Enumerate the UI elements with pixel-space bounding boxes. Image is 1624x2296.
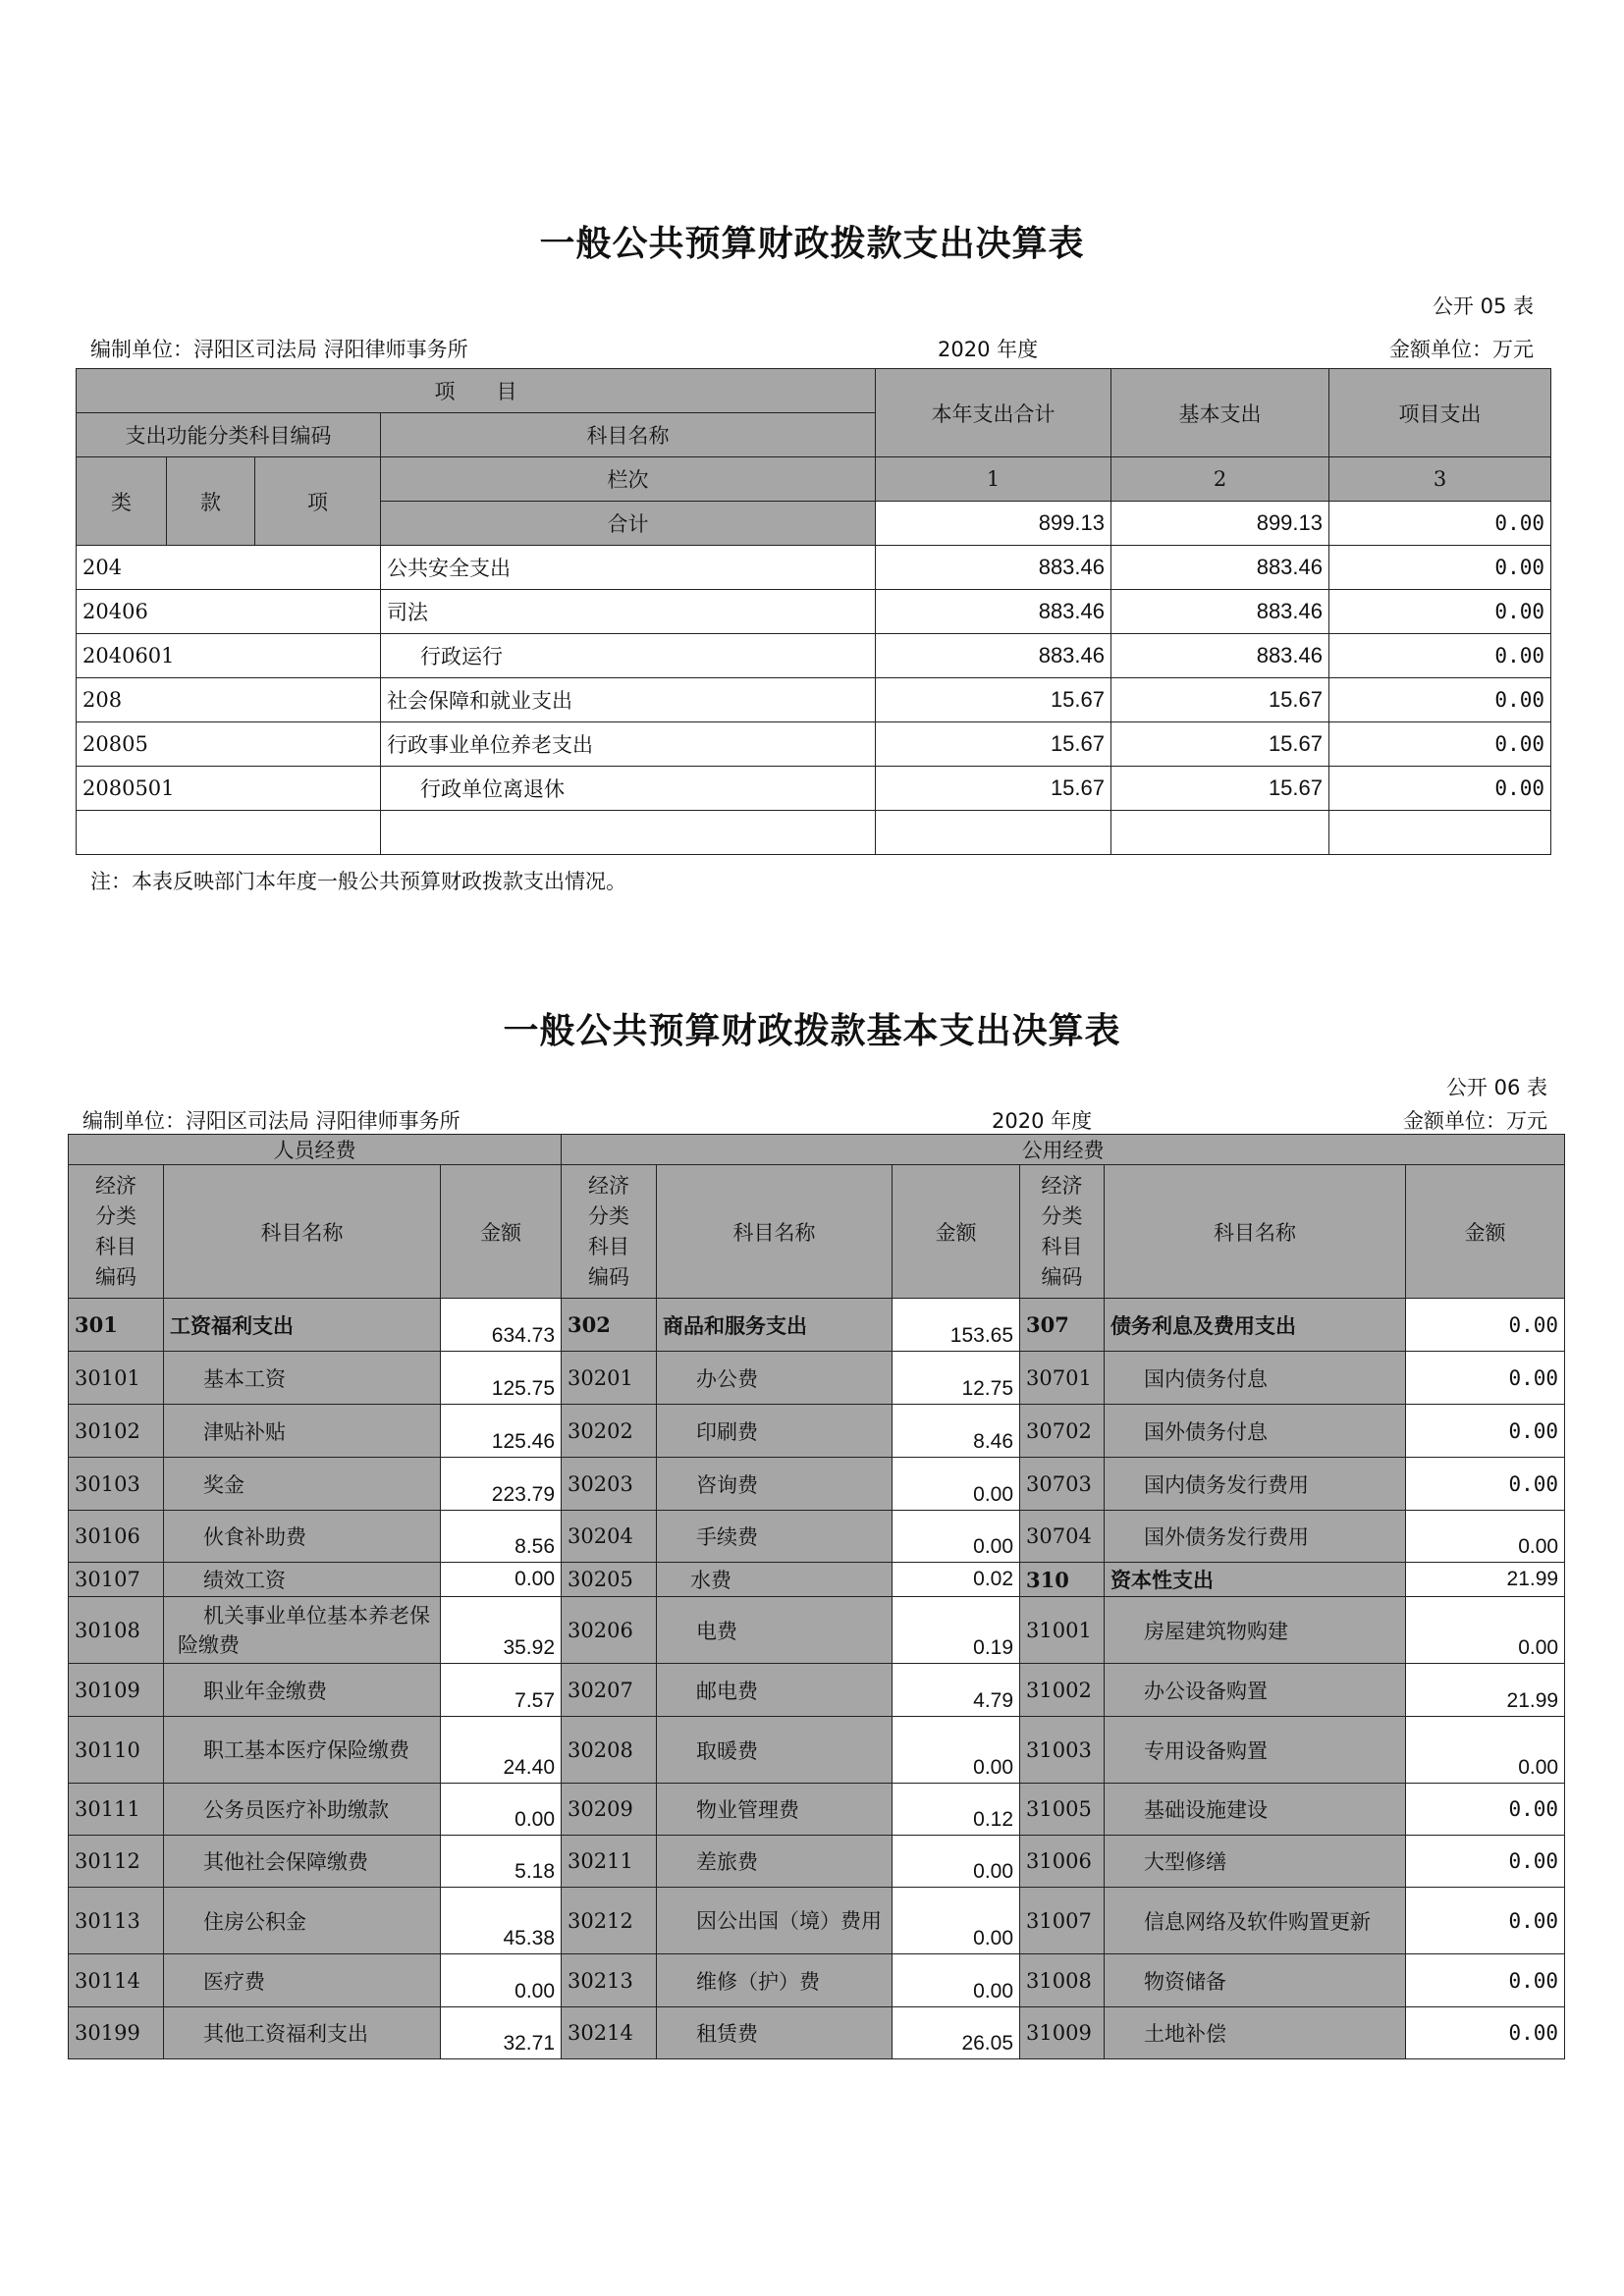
row-total: 883.46 bbox=[876, 590, 1111, 634]
code: 310 bbox=[1020, 1563, 1105, 1597]
table-row bbox=[69, 1597, 1565, 1664]
code: 31003 bbox=[1020, 1717, 1105, 1784]
header-name: 科目名称 bbox=[164, 1165, 441, 1299]
row-basic: 15.67 bbox=[1111, 722, 1329, 767]
name: 伙食补助费 bbox=[164, 1511, 441, 1563]
amount: 35.92 bbox=[441, 1597, 562, 1664]
amount: 0.00 bbox=[1406, 1597, 1565, 1664]
row-project: 0.00 bbox=[1329, 546, 1551, 590]
amount: 0.02 bbox=[893, 1563, 1020, 1597]
amount: 8.56 bbox=[441, 1511, 562, 1563]
name: 国内债务付息 bbox=[1105, 1352, 1406, 1405]
table-row bbox=[77, 722, 1551, 767]
row-basic: 883.46 bbox=[1111, 546, 1329, 590]
row-basic: 15.67 bbox=[1111, 767, 1329, 811]
header-code: 经济 分类 科目 编码 bbox=[69, 1165, 164, 1299]
header-code: 经济 分类 科目 编码 bbox=[1020, 1165, 1105, 1299]
code: 30212 bbox=[562, 1888, 657, 1954]
table05-title: 一般公共预算财政拨款支出决算表 bbox=[539, 224, 1085, 264]
table-row bbox=[69, 1888, 1565, 1954]
table-row bbox=[77, 678, 1551, 722]
code: 30112 bbox=[69, 1836, 164, 1888]
amount: 0.00 bbox=[1406, 1717, 1565, 1784]
row-code: 20805 bbox=[77, 722, 381, 767]
code: 31006 bbox=[1020, 1836, 1105, 1888]
row-name: 公共安全支出 bbox=[381, 546, 876, 590]
code: 31002 bbox=[1020, 1664, 1105, 1717]
code: 31001 bbox=[1020, 1597, 1105, 1664]
header-n2: 2 bbox=[1111, 457, 1329, 502]
table-row bbox=[69, 1717, 1565, 1784]
row-total: 883.46 bbox=[876, 634, 1111, 678]
code: 307 bbox=[1020, 1299, 1105, 1352]
amount: 5.18 bbox=[441, 1836, 562, 1888]
name: 物资储备 bbox=[1105, 1954, 1406, 2007]
name: 机关事业单位基本养老保险缴费 bbox=[164, 1597, 441, 1664]
name: 维修（护）费 bbox=[657, 1954, 893, 2007]
row-name: 社会保障和就业支出 bbox=[381, 678, 876, 722]
header-lanci: 栏次 bbox=[381, 457, 876, 502]
name: 办公设备购置 bbox=[1105, 1664, 1406, 1717]
header-amount: 金额 bbox=[1406, 1165, 1565, 1299]
row-name: 行政单位离退休 bbox=[381, 767, 876, 811]
amount: 0.19 bbox=[893, 1597, 1020, 1664]
header-n1: 1 bbox=[876, 457, 1111, 502]
empty-cell bbox=[876, 811, 1111, 855]
empty-cell bbox=[1111, 811, 1329, 855]
header-code: 经济 分类 科目 编码 bbox=[562, 1165, 657, 1299]
table06-unit: 编制单位：浔阳区司法局 浔阳律师事务所 bbox=[82, 1109, 460, 1133]
table05 bbox=[76, 368, 1551, 855]
header-project: 项 目 bbox=[77, 369, 876, 413]
header-name: 科目名称 bbox=[1105, 1165, 1406, 1299]
amount: 32.71 bbox=[441, 2007, 562, 2059]
amount: 125.75 bbox=[441, 1352, 562, 1405]
table06 bbox=[68, 1134, 1565, 2059]
code: 30701 bbox=[1020, 1352, 1105, 1405]
amount: 0.00 bbox=[441, 1954, 562, 2007]
amount: 125.46 bbox=[441, 1405, 562, 1458]
table-row bbox=[69, 1784, 1565, 1836]
table05-unit: 编制单位：浔阳区司法局 浔阳律师事务所 bbox=[90, 338, 468, 361]
empty-cell bbox=[1329, 811, 1551, 855]
name: 差旅费 bbox=[657, 1836, 893, 1888]
amount: 153.65 bbox=[893, 1299, 1020, 1352]
amount: 0.00 bbox=[1406, 1784, 1565, 1836]
table-row bbox=[77, 546, 1551, 590]
name: 职业年金缴费 bbox=[164, 1664, 441, 1717]
name: 印刷费 bbox=[657, 1405, 893, 1458]
code: 30211 bbox=[562, 1836, 657, 1888]
table-row bbox=[77, 590, 1551, 634]
table05-currency: 金额单位：万元 bbox=[1389, 338, 1534, 361]
header-personnel: 人员经费 bbox=[69, 1135, 562, 1165]
name: 办公费 bbox=[657, 1352, 893, 1405]
table05-form-no: 公开 05 表 bbox=[1432, 294, 1534, 318]
row-basic: 883.46 bbox=[1111, 590, 1329, 634]
name: 房屋建筑物购建 bbox=[1105, 1597, 1406, 1664]
name: 土地补偿 bbox=[1105, 2007, 1406, 2059]
amount: 21.99 bbox=[1406, 1664, 1565, 1717]
code: 30102 bbox=[69, 1405, 164, 1458]
amount: 0.00 bbox=[893, 1511, 1020, 1563]
table-row bbox=[69, 1352, 1565, 1405]
amount: 0.00 bbox=[1406, 1888, 1565, 1954]
total-label: 合计 bbox=[381, 502, 876, 546]
name: 其他工资福利支出 bbox=[164, 2007, 441, 2059]
name: 信息网络及软件购置更新 bbox=[1105, 1888, 1406, 1954]
code: 30101 bbox=[69, 1352, 164, 1405]
name: 基本工资 bbox=[164, 1352, 441, 1405]
name: 津贴补贴 bbox=[164, 1405, 441, 1458]
code: 30205 bbox=[562, 1563, 657, 1597]
row-basic: 883.46 bbox=[1111, 634, 1329, 678]
table-row bbox=[77, 634, 1551, 678]
amount: 0.00 bbox=[893, 1888, 1020, 1954]
name: 国外债务发行费用 bbox=[1105, 1511, 1406, 1563]
table-row bbox=[69, 1664, 1565, 1717]
row-code: 20406 bbox=[77, 590, 381, 634]
table-row bbox=[69, 1954, 1565, 2007]
code: 30109 bbox=[69, 1664, 164, 1717]
amount: 0.00 bbox=[893, 1954, 1020, 2007]
amount: 0.00 bbox=[1406, 1458, 1565, 1511]
row-code: 2080501 bbox=[77, 767, 381, 811]
name: 水费 bbox=[657, 1563, 893, 1597]
name: 电费 bbox=[657, 1597, 893, 1664]
code: 30103 bbox=[69, 1458, 164, 1511]
code: 30107 bbox=[69, 1563, 164, 1597]
row-total: 883.46 bbox=[876, 546, 1111, 590]
table05-year: 2020 年度 bbox=[938, 338, 1039, 361]
header-code: 支出功能分类科目编码 bbox=[77, 413, 381, 457]
amount: 45.38 bbox=[441, 1888, 562, 1954]
name: 绩效工资 bbox=[164, 1563, 441, 1597]
code: 30213 bbox=[562, 1954, 657, 2007]
row-code: 204 bbox=[77, 546, 381, 590]
amount: 0.12 bbox=[893, 1784, 1020, 1836]
table06-form-no: 公开 06 表 bbox=[1445, 1076, 1547, 1099]
code: 31009 bbox=[1020, 2007, 1105, 2059]
table-row bbox=[77, 767, 1551, 811]
amount: 0.00 bbox=[1406, 1954, 1565, 2007]
name: 住房公积金 bbox=[164, 1888, 441, 1954]
table-row bbox=[69, 2007, 1565, 2059]
code: 31008 bbox=[1020, 1954, 1105, 2007]
table-row bbox=[69, 1299, 1565, 1352]
amount: 0.00 bbox=[1406, 1405, 1565, 1458]
code: 30206 bbox=[562, 1597, 657, 1664]
code: 30207 bbox=[562, 1664, 657, 1717]
name: 资本性支出 bbox=[1105, 1563, 1406, 1597]
row-total: 15.67 bbox=[876, 767, 1111, 811]
code: 302 bbox=[562, 1299, 657, 1352]
amount: 8.46 bbox=[893, 1405, 1020, 1458]
name: 其他社会保障缴费 bbox=[164, 1836, 441, 1888]
name: 债务利息及费用支出 bbox=[1105, 1299, 1406, 1352]
name: 奖金 bbox=[164, 1458, 441, 1511]
name: 工资福利支出 bbox=[164, 1299, 441, 1352]
code: 30203 bbox=[562, 1458, 657, 1511]
name: 职工基本医疗保险缴费 bbox=[164, 1717, 441, 1784]
code: 30113 bbox=[69, 1888, 164, 1954]
header-public: 公用经费 bbox=[562, 1135, 1565, 1165]
name: 咨询费 bbox=[657, 1458, 893, 1511]
amount: 634.73 bbox=[441, 1299, 562, 1352]
amount: 223.79 bbox=[441, 1458, 562, 1511]
header-xiang: 项 bbox=[255, 457, 381, 546]
header-col2: 基本支出 bbox=[1111, 369, 1329, 457]
code: 30204 bbox=[562, 1511, 657, 1563]
code: 30702 bbox=[1020, 1405, 1105, 1458]
name: 国内债务发行费用 bbox=[1105, 1458, 1406, 1511]
table06-currency: 金额单位：万元 bbox=[1403, 1109, 1547, 1133]
row-code: 2040601 bbox=[77, 634, 381, 678]
amount: 7.57 bbox=[441, 1664, 562, 1717]
row-project: 0.00 bbox=[1329, 722, 1551, 767]
amount: 0.00 bbox=[441, 1563, 562, 1597]
table06-title: 一般公共预算财政拨款基本支出决算表 bbox=[503, 1011, 1121, 1051]
name: 租赁费 bbox=[657, 2007, 893, 2059]
row-basic: 15.67 bbox=[1111, 678, 1329, 722]
header-name: 科目名称 bbox=[657, 1165, 893, 1299]
row-project: 0.00 bbox=[1329, 767, 1551, 811]
header-n3: 3 bbox=[1329, 457, 1551, 502]
name: 国外债务付息 bbox=[1105, 1405, 1406, 1458]
header-col3: 项目支出 bbox=[1329, 369, 1551, 457]
code: 30208 bbox=[562, 1717, 657, 1784]
amount: 26.05 bbox=[893, 2007, 1020, 2059]
total-total: 899.13 bbox=[876, 502, 1111, 546]
table-row bbox=[69, 1458, 1565, 1511]
header-col1: 本年支出合计 bbox=[876, 369, 1111, 457]
name: 基础设施建设 bbox=[1105, 1784, 1406, 1836]
amount: 0.00 bbox=[441, 1784, 562, 1836]
code: 30209 bbox=[562, 1784, 657, 1836]
name: 专用设备购置 bbox=[1105, 1717, 1406, 1784]
row-name: 司法 bbox=[381, 590, 876, 634]
code: 30108 bbox=[69, 1597, 164, 1664]
row-total: 15.67 bbox=[876, 678, 1111, 722]
name: 邮电费 bbox=[657, 1664, 893, 1717]
table06-year: 2020 年度 bbox=[992, 1109, 1093, 1133]
row-name: 行政运行 bbox=[381, 634, 876, 678]
table-row-empty bbox=[77, 811, 1551, 855]
row-project: 0.00 bbox=[1329, 590, 1551, 634]
table-row bbox=[69, 1511, 1565, 1563]
code: 30214 bbox=[562, 2007, 657, 2059]
name: 手续费 bbox=[657, 1511, 893, 1563]
row-name: 行政事业单位养老支出 bbox=[381, 722, 876, 767]
row-project: 0.00 bbox=[1329, 678, 1551, 722]
name: 医疗费 bbox=[164, 1954, 441, 2007]
amount: 0.00 bbox=[1406, 1836, 1565, 1888]
name: 取暖费 bbox=[657, 1717, 893, 1784]
amount: 12.75 bbox=[893, 1352, 1020, 1405]
total-basic: 899.13 bbox=[1111, 502, 1329, 546]
amount: 0.00 bbox=[893, 1717, 1020, 1784]
row-code: 208 bbox=[77, 678, 381, 722]
code: 30110 bbox=[69, 1717, 164, 1784]
empty-cell bbox=[381, 811, 876, 855]
amount: 0.00 bbox=[1406, 1511, 1565, 1563]
header-amount: 金额 bbox=[441, 1165, 562, 1299]
code: 30199 bbox=[69, 2007, 164, 2059]
amount: 24.40 bbox=[441, 1717, 562, 1784]
empty-cell bbox=[77, 811, 381, 855]
name: 物业管理费 bbox=[657, 1784, 893, 1836]
code: 30106 bbox=[69, 1511, 164, 1563]
code: 31007 bbox=[1020, 1888, 1105, 1954]
amount: 0.00 bbox=[893, 1458, 1020, 1511]
table05-note: 注：本表反映部门本年度一般公共预算财政拨款支出情况。 bbox=[90, 870, 626, 893]
code: 30703 bbox=[1020, 1458, 1105, 1511]
name: 公务员医疗补助缴款 bbox=[164, 1784, 441, 1836]
amount: 21.99 bbox=[1406, 1563, 1565, 1597]
table-row bbox=[69, 1405, 1565, 1458]
amount: 0.00 bbox=[893, 1836, 1020, 1888]
name: 因公出国（境）费用 bbox=[657, 1888, 893, 1954]
amount: 0.00 bbox=[1406, 2007, 1565, 2059]
table-row bbox=[69, 1836, 1565, 1888]
amount: 0.00 bbox=[1406, 1352, 1565, 1405]
code: 30201 bbox=[562, 1352, 657, 1405]
amount: 4.79 bbox=[893, 1664, 1020, 1717]
row-project: 0.00 bbox=[1329, 634, 1551, 678]
code: 30704 bbox=[1020, 1511, 1105, 1563]
code: 30114 bbox=[69, 1954, 164, 2007]
header-amount: 金额 bbox=[893, 1165, 1020, 1299]
code: 30202 bbox=[562, 1405, 657, 1458]
row-total: 15.67 bbox=[876, 722, 1111, 767]
amount: 0.00 bbox=[1406, 1299, 1565, 1352]
header-kuan: 款 bbox=[167, 457, 255, 546]
name: 商品和服务支出 bbox=[657, 1299, 893, 1352]
header-name: 科目名称 bbox=[381, 413, 876, 457]
code: 301 bbox=[69, 1299, 164, 1352]
table-row bbox=[69, 1563, 1565, 1597]
code: 31005 bbox=[1020, 1784, 1105, 1836]
total-project: 0.00 bbox=[1329, 502, 1551, 546]
code: 30111 bbox=[69, 1784, 164, 1836]
name: 大型修缮 bbox=[1105, 1836, 1406, 1888]
header-class: 类 bbox=[77, 457, 167, 546]
